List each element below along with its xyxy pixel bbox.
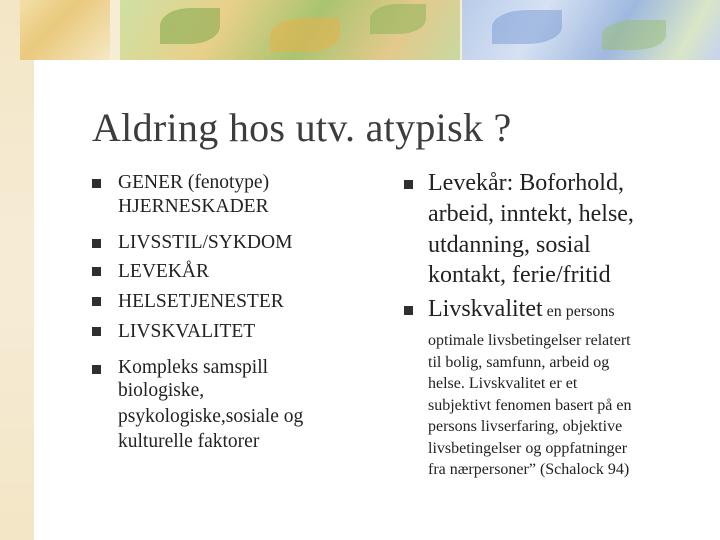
banner-tile-leaves — [120, 0, 460, 60]
list-item: LIVSKVALITET — [118, 321, 256, 342]
livskvalitet-heading — [428, 294, 615, 327]
left-decor-strip — [0, 0, 34, 540]
livskvalitet-small: en persons — [542, 303, 615, 320]
bullet-icon — [92, 267, 101, 276]
note-line: livsbetingelser og oppfatninger — [428, 439, 628, 457]
note-line: fra nærpersoner” (Schalock 94) — [428, 461, 630, 478]
list-item: LIVSSTIL/SYKDOM — [118, 232, 293, 253]
banner-tile-blue — [462, 0, 720, 60]
slide-title: Aldring hos utv. atypisk ? — [92, 105, 512, 150]
list-item: biologiske, — [118, 380, 205, 401]
note-line: persons livserfaring, objektive — [428, 418, 623, 435]
list-item: kulturelle faktorer — [118, 431, 260, 452]
levekar-line: arbeid, inntekt, helse, — [428, 201, 634, 227]
banner-tile-left — [20, 0, 110, 60]
note-line: til bolig, samfunn, arbeid og — [428, 353, 610, 371]
bullet-icon — [404, 180, 413, 189]
list-item: HJERNESKADER — [118, 196, 269, 217]
decorative-banner — [0, 0, 720, 60]
livskvalitet-definition — [428, 330, 698, 481]
bullet-icon — [92, 365, 101, 374]
list-item: HELSETJENESTER — [118, 291, 284, 312]
note-line: subjektivt fenomen basert på en — [428, 396, 632, 414]
list-item: psykologiske,sosiale og — [118, 406, 304, 427]
bullet-icon — [92, 239, 101, 248]
note-line: optimale livsbetingelser relatert — [428, 332, 631, 349]
bullet-icon — [92, 179, 101, 188]
bullet-icon — [92, 297, 101, 306]
list-item: LEVEKÅR — [118, 261, 209, 282]
levekar-line: Levekår: Boforhold, — [428, 170, 624, 196]
bullet-icon — [404, 306, 413, 315]
levekar-line: utdanning, sosial — [428, 232, 591, 258]
livskvalitet-label: Livskvalitet — [428, 296, 543, 322]
levekar-line: kontakt, ferie/fritid — [428, 262, 611, 288]
bullet-icon — [92, 327, 101, 336]
list-item: Kompleks samspill — [118, 357, 269, 378]
list-item: GENER (fenotype) — [118, 172, 270, 193]
note-line: helse. Livskvalitet er et — [428, 375, 578, 392]
